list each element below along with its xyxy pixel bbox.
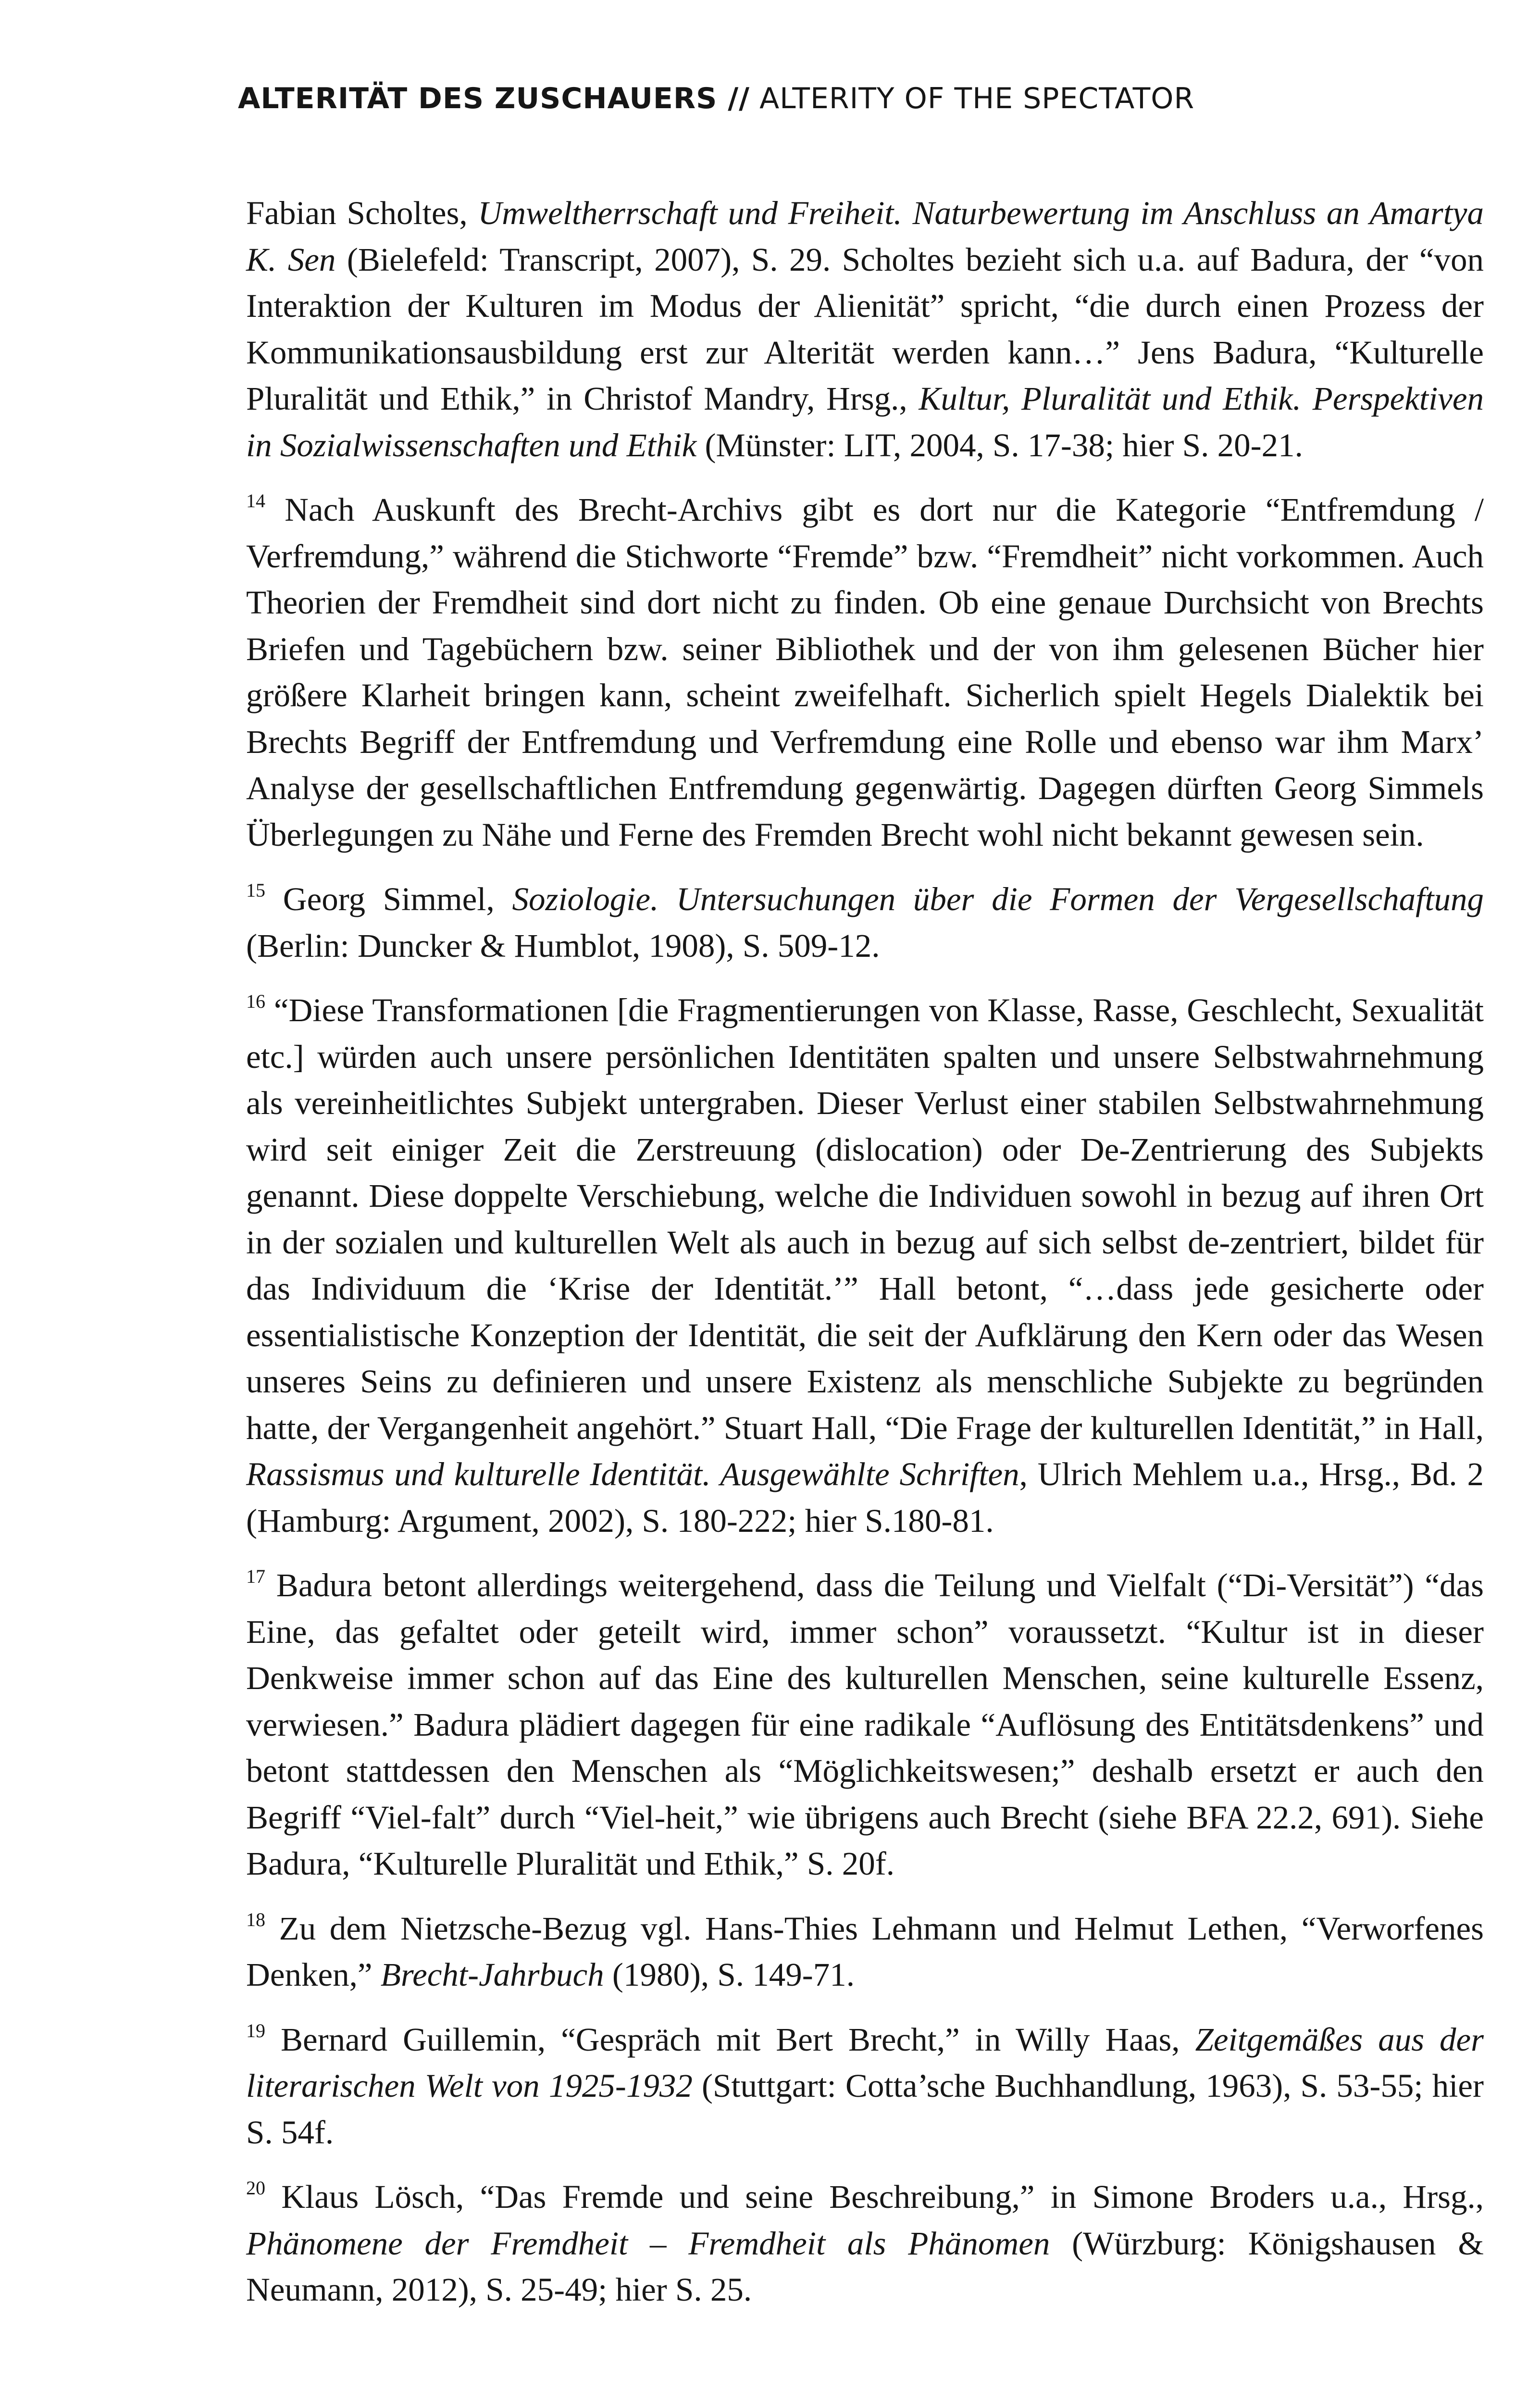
footnote-text: Georg Simmel,	[265, 881, 512, 917]
footnote-text: (1980), S. 149-71.	[604, 1956, 855, 1993]
running-head	[238, 82, 1194, 115]
footnote-text: (Münster: LIT, 2004, S. 17-38; hier S. 20-21.	[696, 426, 1303, 463]
footnote-text: (Bielefeld: Transcript, 2007), S. 29. Scholtes bezieht sich u.a. auf Badura, der “von Interaktion der Kulturen im Modus der Alienität” spricht, “die durch einen Prozess der Kommunikationsausbildung erst zur Alterität werden kann…” Jens Badura, “Kulturelle Pluralität und Ethik,” in Christof Mandry, Hrsg.,	[246, 241, 1484, 417]
footnote-number: 16	[246, 990, 265, 1012]
footnote-text: , Ulrich Mehlem u.a., Hrsg., Bd. 2 (Hamburg: Argument, 2002), S. 180-222; hier S.180-81.	[246, 1456, 1484, 1539]
running-head-english: ALTERITY OF THE SPECTATOR	[750, 82, 1195, 115]
footnote-text: Badura betont allerdings weitergehend, dass die Teilung und Vielfalt (“Di-Versität”) “das Eine, das gefaltet oder geteilt wird, immer schon” voraussetzt. “Kultur ist in dieser Denkweise immer schon auf das Eine des kulturellen Menschen, seine kulturelle Essenz, verwiesen.” Badura plädiert dagegen für eine radikale “Auflösung des Entitätsdenkens” und betont stattdessen den Menschen als “Möglichkeitswesen;” deshalb ersetzt er auch den Begriff “Viel-falt” durch “Viel-heit,” wie übrigens auch Brecht (siehe BFA 22.2, 691). Siehe Badura, “Kulturelle Pluralität und Ethik,” S. 20f.	[246, 1567, 1484, 1882]
running-head-german: ALTERITÄT DES ZUSCHAUERS //	[238, 82, 750, 115]
footnote-text: Nach Auskunft des Brecht-Archivs gibt es dort nur die Kategorie “Entfremdung / Verfremdung,” während die Stichworte “Fremde” bzw. “Fremdheit” nicht vorkommen. Auch Theorien der Fremdheit sind dort nicht zu finden. Ob eine genaue Durchsicht von Brechts Briefen und Tagebüchern bzw. seiner Bibliothek und der von ihm gelesenen Bücher hier größere Klarheit bringen kann, scheint zweifelhaft. Sicherlich spielt Hegels Dialektik bei Brechts Begriff der Entfremdung und Verfremdung eine Rolle und ebenso war ihm Marx’ Analyse der gesellschaftlichen Entfremdung gegenwärtig. Dagegen dürften Georg Simmels Überlegungen zu Nähe und Ferne des Fremden Brecht wohl nicht bekannt gewesen sein.	[246, 491, 1484, 853]
footnote-number: 19	[246, 2019, 265, 2041]
footnote-text: Zu dem Nietzsche-Bezug vgl. Hans-Thies Lehmann und Helmut Lethen, “Verworfenes Denken,”	[246, 1910, 1484, 1993]
footnotes	[246, 190, 1484, 2331]
footnote-text: Bernard Guillemin, “Gespräch mit Bert Brecht,” in Willy Haas,	[265, 2021, 1195, 2058]
footnote-15	[246, 876, 1484, 969]
footnote-text: Fabian Scholtes,	[246, 195, 478, 231]
footnote-title: Umweltherrschaft und Freiheit. Naturbewertung im Anschluss an Amartya K. Sen	[246, 195, 1484, 278]
footnote-text: (Berlin: Duncker & Humblot, 1908), S. 509-12.	[246, 927, 880, 964]
footnote-20	[246, 2174, 1484, 2313]
footnote-text: Klaus Lösch, “Das Fremde und seine Beschreibung,” in Simone Broders u.a., Hrsg.,	[265, 2179, 1484, 2215]
footnote-number: 14	[246, 490, 265, 512]
footnote-title: Zeitgemäßes aus der literarischen Welt von 1925-1932	[246, 2021, 1484, 2104]
footnote-title: Rassismus und kulturelle Identität. Ausgewählte Schriften	[246, 1456, 1019, 1492]
footnote-text: (Würzburg: Königshausen & Neumann, 2012), S. 25-49; hier S. 25.	[246, 2225, 1484, 2308]
footnote-18	[246, 1905, 1484, 1998]
footnote-continued	[246, 190, 1484, 468]
footnote-number: 15	[246, 879, 265, 901]
footnote-number: 18	[246, 1908, 265, 1930]
footnote-17	[246, 1562, 1484, 1887]
footnote-text: (Stuttgart: Cotta’sche Buchhandlung, 1963), S. 53-55; hier S. 54f.	[246, 2067, 1484, 2151]
footnote-title: Soziologie. Untersuchungen über die Formen der Vergesellschaftung	[512, 881, 1484, 917]
footnote-title: Phänomene der Fremdheit – Fremdheit als Phänomen	[246, 2225, 1050, 2262]
footnote-16	[246, 987, 1484, 1544]
footnote-19	[246, 2016, 1484, 2156]
footnote-number: 20	[246, 2177, 265, 2199]
footnote-title: Brecht-Jahrbuch	[380, 1956, 604, 1993]
footnote-title: Kultur, Pluralität und Ethik. Perspektiven in Sozialwissenschaften und Ethik	[246, 380, 1484, 463]
footnote-14	[246, 487, 1484, 858]
footnote-number: 17	[246, 1565, 265, 1587]
footnote-text: “Diese Transformationen [die Fragmentierungen von Klasse, Rasse, Geschlecht, Sexualität etc.] würden auch unsere persönlichen Identitäten spalten und unsere Selbstwahrnehmung als vereinheitlichtes Subjekt untergraben. Dieser Verlust einer stabilen Selbstwahrnehmung wird seit einiger Zeit die Zerstreuung (dislocation) oder De-Zentrierung des Subjekts genannt. Diese doppelte Verschiebung, welche die Individuen sowohl in bezug auf ihren Ort in der sozialen und kulturellen Welt als auch in bezug auf sich selbst de-zentriert, bildet für das Individuum die ‘Krise der Identität.’” Hall betont, “…dass jede gesicherte oder essentialistische Konzeption der Identität, die seit der Aufklärung den Kern oder das Wesen unseres Seins zu definieren und unsere Existenz als menschliche Subjekte zu begründen hatte, der Vergangenheit angehört.” Stuart Hall, “Die Frage der kulturellen Identität,” in Hall,	[246, 992, 1484, 1446]
